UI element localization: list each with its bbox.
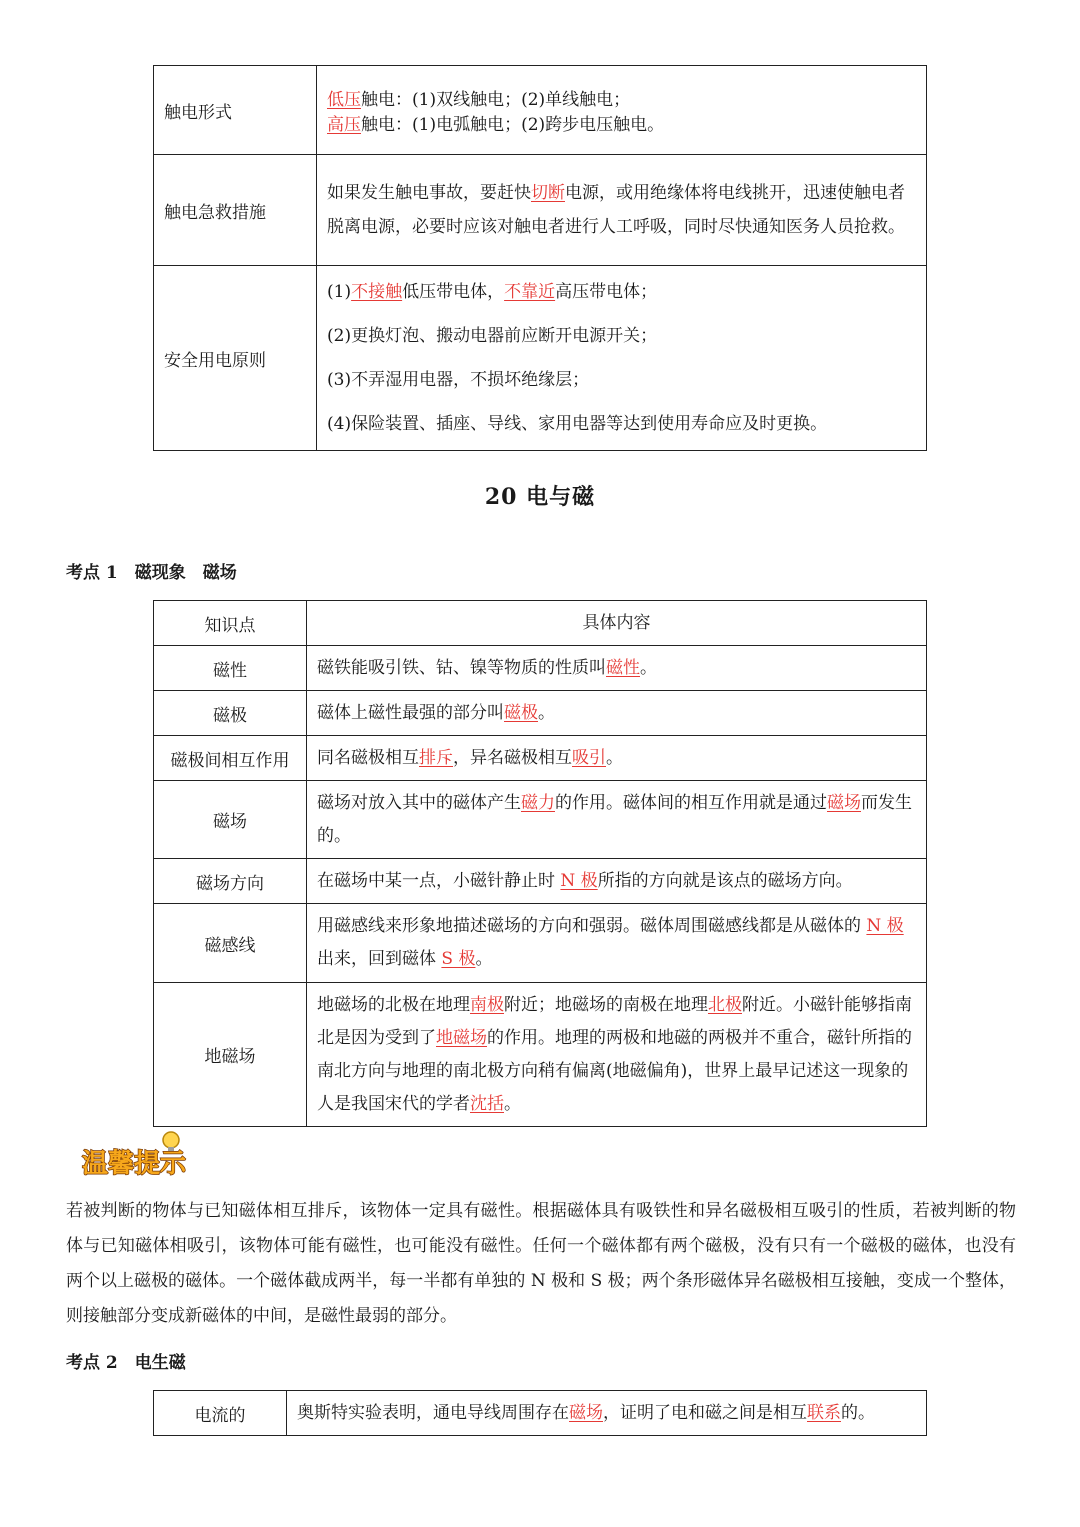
table-row [154,691,927,736]
row-label: 电流的 [154,1391,287,1436]
row-label: 磁感线 [154,904,307,983]
table-row [154,781,927,859]
answer-keyword: N 极 [866,916,904,936]
content-line [327,270,916,314]
table-row [154,904,927,983]
content-text: 出来，回到磁体 [317,949,442,969]
answer-keyword: 沈括 [470,1093,504,1114]
answer-keyword: 不靠近 [504,282,556,302]
content-text: 触电：(1)双线触电；(2)单线触电； [361,90,631,110]
content-text: 所指的方向就是该点的磁场方向。 [597,870,853,891]
content-text: (1) [327,282,352,302]
content-line [317,989,916,1121]
content-line [327,110,916,135]
content-text: ，证明了电和磁之间是相互 [603,1402,807,1423]
row-content [317,266,927,451]
content-text: 磁体上磁性最强的部分叫 [317,702,504,723]
table-row [154,1391,927,1436]
table-row [154,66,927,155]
row-content [307,904,927,983]
answer-keyword: 低压 [327,90,361,110]
row-content [317,155,927,266]
row-label: 磁极 [154,691,307,736]
row-content [307,646,927,691]
magnetism-table [153,600,927,1127]
row-label: 磁场 [154,781,307,859]
row-label: 磁极间相互作用 [154,736,307,781]
row-label: 安全用电原则 [154,266,317,451]
answer-keyword: 不接触 [351,282,403,302]
content-line [327,314,916,358]
content-line [317,787,916,853]
content-line [317,652,916,685]
content-line [317,865,916,898]
answer-keyword: 磁极 [504,702,538,723]
answer-keyword: 联系 [807,1402,841,1423]
content-text: 高压带电体； [555,282,658,302]
table-row [154,155,927,266]
row-content [317,66,927,155]
content-line [327,85,916,110]
content-text: 的作用。磁体间的相互作用就是通过 [555,792,827,813]
content-text: (4)保险装置、插座、导线、家用电器等达到使用寿命应及时更换。 [327,414,828,434]
answer-keyword: 南极 [470,994,504,1015]
row-label: 触电形式 [154,66,317,155]
row-label: 磁场方向 [154,859,307,904]
content-line [327,176,916,244]
row-label: 触电急救措施 [154,155,317,266]
content-text: 。 [504,1093,521,1114]
content-text: 在磁场中某一点，小磁针静止时 [317,870,561,891]
content-line [317,910,916,976]
content-text: 附近；地磁场的南极在地理 [504,994,708,1015]
row-label: 地磁场 [154,983,307,1127]
content-text: 的作用。地理的两极和地磁的两极并不重合，磁针所指的南北方向与地理的南北极方向稍有偏离(地磁偏角)，世界上最早记述这一现象的人是我国宋代的学者 [317,1027,912,1114]
column-header-content: 具体内容 [307,601,927,646]
content-text: 用磁感线来形象地描述磁场的方向和强弱。磁体周围磁感线都是从磁体的 [317,916,867,936]
content-text: 奥斯特实验表明，通电导线周围存在 [297,1402,569,1423]
row-content [307,781,927,859]
answer-keyword: 吸引 [572,747,606,768]
answer-keyword: 磁场 [569,1402,603,1423]
content-text: 附近。小磁针能够指南北是因为受到了 [317,994,912,1048]
content-line [327,402,916,446]
content-text: 。 [475,949,493,969]
content-text: 而发生的。 [317,792,912,846]
warm-tip-logo [78,1130,198,1182]
electromagnetism-table [153,1390,927,1436]
content-line [297,1397,916,1430]
table-row [154,983,927,1127]
content-text: 如果发生触电事故，要赶快 [327,183,531,203]
answer-keyword: 北极 [708,994,742,1015]
answer-keyword: 切断 [531,183,565,203]
tip-paragraph: 若被判断的物体与已知磁体相互排斥，该物体一定具有磁性。根据磁体具有吸铁性和异名磁极相互吸引的性质，若被判断的物体与已知磁体相吸引，该物体可能有磁性，也可能没有磁性。任何一个磁体都有两个磁极，没有只有一个磁极的磁体，也没有两个以上磁极的磁体。一个磁体截成两半，每一半都有单独的 N 极和 S 极；两个条形磁体异名磁极相互接触，变成一个整体，则接触部分变成新磁体的中间，是磁性最弱的部分。 [66,1201,1016,1326]
content-text: 磁铁能吸引铁、钴、镍等物质的性质叫 [317,657,606,678]
row-content [307,859,927,904]
answer-keyword: 磁性 [606,657,640,678]
row-content [307,691,927,736]
table-row [154,859,927,904]
row-content [307,736,927,781]
content-line [317,742,916,775]
kaodian-2-heading: 考点 2 电生磁 [66,1353,186,1373]
answer-keyword: 排斥 [419,747,453,768]
row-label: 磁性 [154,646,307,691]
kaodian-1-heading: 考点 1 磁现象 磁场 [66,563,237,583]
content-text: 的。 [841,1402,875,1423]
safety-table [153,65,927,451]
table-row [154,266,927,451]
table-header-row [154,601,927,646]
content-text: 低压带电体， [402,282,505,302]
content-text: 电源，或用绝缘体将电线挑开，迅速使触电者脱离电源，必要时应该对触电者进行人工呼吸，同时尽快通知医务人员抢救。 [327,183,905,237]
content-text: (2)更换灯泡、搬动电器前应断开电源开关； [327,326,658,346]
table-row [154,736,927,781]
content-text: 。 [606,747,623,768]
answer-keyword: 磁力 [521,792,555,813]
warm-tip-logo-text: 温馨提示 [82,1149,187,1179]
column-header-label: 知识点 [154,601,307,646]
content-text: 同名磁极相互 [317,747,419,768]
content-text: 。 [538,702,555,723]
answer-keyword: 地磁场 [436,1027,487,1048]
content-line [327,358,916,402]
content-line [317,697,916,730]
lightbulb-icon [163,1132,179,1148]
answer-keyword: 磁场 [827,792,861,813]
answer-keyword: S 极 [441,949,476,969]
answer-keyword: 高压 [327,115,361,135]
row-content [307,983,927,1127]
answer-keyword: N 极 [560,870,598,891]
section-title: 20 电与磁 [484,484,596,510]
content-text: 地磁场的北极在地理 [317,994,470,1015]
content-text: 触电：(1)电弧触电；(2)跨步电压触电。 [361,115,665,135]
row-content [287,1391,927,1436]
content-text: 。 [640,657,657,678]
content-text: 磁场对放入其中的磁体产生 [317,792,521,813]
table-row [154,646,927,691]
content-text: ，异名磁极相互 [453,747,572,768]
content-text: (3)不弄湿用电器，不损坏绝缘层； [327,370,590,390]
